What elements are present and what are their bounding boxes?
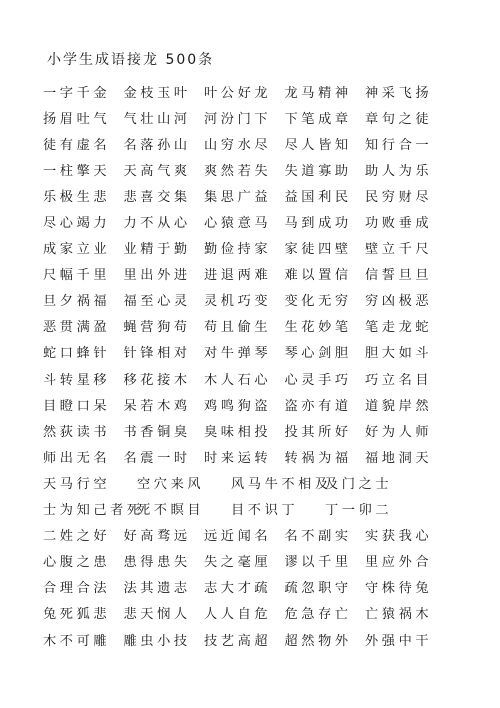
idiom-item: 叶公好龙	[204, 85, 272, 101]
idiom-item: 悲天悯人	[123, 607, 191, 623]
idiom-item: 名震一时	[123, 450, 191, 466]
idiom-row	[43, 548, 463, 574]
idiom-item: 疏忽职守	[284, 581, 352, 597]
idiom-row	[43, 600, 463, 626]
idiom-item: 木不可雕	[43, 633, 111, 649]
idiom-item: 信誓旦旦	[365, 268, 433, 284]
idiom-item: 集思广益	[204, 189, 272, 205]
idiom-row	[43, 261, 463, 287]
idiom-item: 悲喜交集	[123, 189, 191, 205]
idiom-row	[43, 339, 463, 365]
idiom-item: 乐极生悲	[43, 189, 111, 205]
idiom-item: 恶贯满盈	[43, 320, 111, 336]
idiom-item: 臭味相投	[204, 424, 272, 440]
idiom-item: 心腹之患	[43, 555, 111, 571]
idiom-item: 业精于勤	[123, 242, 191, 258]
idiom-item: 盗亦有道	[284, 398, 352, 414]
idiom-item: 法其遗志	[123, 581, 191, 597]
idiom-item: 神采飞扬	[365, 85, 433, 101]
idiom-item: 道貌岸然	[365, 398, 433, 414]
idiom-item: 时来运转	[204, 450, 272, 466]
idiom-item: 功败垂成	[365, 216, 433, 232]
idiom-item: 对牛弹琴	[204, 346, 272, 362]
idiom-row	[43, 235, 463, 261]
idiom-item: 天高气爽	[123, 163, 191, 179]
idiom-item: 里应外合	[365, 555, 433, 571]
idiom-item: 雕虫小技	[123, 633, 191, 649]
idiom-item: 琴心剑胆	[284, 346, 352, 362]
idiom-item: 心猿意马	[204, 216, 272, 232]
idiom-item: 旦夕祸福	[43, 294, 111, 310]
idiom-item: 呆若木鸡	[123, 398, 191, 414]
idiom-item: 金枝玉叶	[123, 85, 191, 101]
idiom-item: 鸡鸣狗盗	[204, 398, 272, 414]
idiom-item: 一字千金	[43, 85, 111, 101]
idiom-item: 知行合一	[365, 137, 433, 153]
idiom-item: 兔死狐悲	[43, 607, 111, 623]
idiom-item: 一柱擎天	[43, 163, 111, 179]
idiom-item: 尺幅千里	[43, 268, 111, 284]
idiom-row	[43, 130, 463, 156]
idiom-item: 蝇营狗苟	[123, 320, 191, 336]
idiom-item: 里出外进	[123, 268, 191, 284]
idiom-item: 合理合法	[43, 581, 111, 597]
idiom-item: 山穷水尽	[204, 137, 272, 153]
idiom-item: 实获我心	[365, 529, 433, 545]
idiom-item: 丁一卯二	[325, 503, 393, 519]
idiom-item: 书香铜臭	[123, 424, 191, 440]
idiom-row	[43, 417, 463, 443]
idiom-item: 龙马精神	[284, 85, 352, 101]
idiom-item: 壁立千尺	[365, 242, 433, 258]
idiom-item: 巧立名目	[365, 372, 433, 388]
idiom-item: 死不瞑目	[137, 503, 205, 519]
idiom-item: 勤俭持家	[204, 242, 272, 258]
idiom-item: 蛇口蜂针	[43, 346, 111, 362]
idiom-item: 木人石心	[204, 372, 272, 388]
idiom-item: 空穴来风	[137, 476, 205, 492]
idiom-item: 二姓之好	[43, 529, 111, 545]
idiom-item: 移花接木	[123, 372, 191, 388]
idiom-item: 扬眉吐气	[43, 111, 111, 127]
idiom-row	[43, 469, 463, 495]
idiom-row	[43, 496, 463, 522]
idiom-item: 超然物外	[284, 633, 352, 649]
idiom-item: 目不识丁	[231, 503, 299, 519]
idiom-item: 笔走龙蛇	[365, 320, 433, 336]
idiom-item: 人人自危	[204, 607, 272, 623]
idiom-item: 天马行空	[43, 476, 111, 492]
idiom-item: 远近闻名	[204, 529, 272, 545]
idiom-item: 变化无穷	[284, 294, 352, 310]
idiom-item: 益国利民	[284, 189, 352, 205]
idiom-row	[43, 391, 463, 417]
idiom-item: 斗转星移	[43, 372, 111, 388]
idiom-item: 风马牛不相及	[231, 476, 332, 492]
idiom-row	[43, 313, 463, 339]
idiom-item: 苟且偷生	[204, 320, 272, 336]
idiom-row	[43, 365, 463, 391]
idiom-item: 谬以千里	[284, 555, 352, 571]
idiom-item: 马到成功	[284, 216, 352, 232]
idiom-item: 下笔成章	[284, 111, 352, 127]
idiom-item: 尽心竭力	[43, 216, 111, 232]
idiom-item: 爽然若失	[204, 163, 272, 179]
idiom-item: 守株待兔	[365, 581, 433, 597]
idiom-row	[43, 522, 463, 548]
idiom-item: 章句之徒	[365, 111, 433, 127]
idiom-row	[43, 574, 463, 600]
idiom-item: 胆大如斗	[365, 346, 433, 362]
idiom-item: 名落孙山	[123, 137, 191, 153]
idiom-item: 外强中干	[365, 633, 433, 649]
idiom-item: 名不副实	[284, 529, 352, 545]
idiom-item: 技艺高超	[204, 633, 272, 649]
idiom-row	[43, 156, 463, 182]
idiom-item: 转祸为福	[284, 450, 352, 466]
idiom-item: 生花妙笔	[284, 320, 352, 336]
idiom-item: 患得患失	[123, 555, 191, 571]
idiom-item: 危急存亡	[284, 607, 352, 623]
idiom-item: 进退两难	[204, 268, 272, 284]
idiom-item: 河汾门下	[204, 111, 272, 127]
idiom-item: 难以置信	[284, 268, 352, 284]
idiom-item: 师出无名	[43, 450, 111, 466]
idiom-row	[43, 104, 463, 130]
idiom-item: 志大才疏	[204, 581, 272, 597]
idiom-item: 投其所好	[284, 424, 352, 440]
idiom-item: 尽人皆知	[284, 137, 352, 153]
idiom-item: 然荻读书	[43, 424, 111, 440]
idiom-item: 好为人师	[365, 424, 433, 440]
idiom-item: 心灵手巧	[284, 372, 352, 388]
idiom-item: 力不从心	[123, 216, 191, 232]
idiom-item: 失道寡助	[284, 163, 352, 179]
idiom-row	[43, 287, 463, 313]
idiom-item: 目瞪口呆	[43, 398, 111, 414]
idiom-row	[43, 78, 463, 104]
idiom-item: 穷凶极恶	[365, 294, 433, 310]
idiom-item: 福地洞天	[365, 450, 433, 466]
idiom-item: 助人为乐	[365, 163, 433, 179]
idiom-item: 气壮山河	[123, 111, 191, 127]
page-title: 小学生成语接龙 500条	[47, 52, 215, 68]
idiom-item: 及门之士	[325, 476, 393, 492]
idiom-row	[43, 443, 463, 469]
idiom-item: 徒有虚名	[43, 137, 111, 153]
idiom-item: 士为知己者死	[43, 503, 144, 519]
idiom-item: 福至心灵	[123, 294, 191, 310]
idiom-item: 亡猿祸木	[365, 607, 433, 623]
idiom-item: 民穷财尽	[365, 189, 433, 205]
idiom-row	[43, 626, 463, 652]
idiom-item: 好高骛远	[123, 529, 191, 545]
idiom-item: 针锋相对	[123, 346, 191, 362]
idiom-row	[43, 208, 463, 234]
idiom-item: 灵机巧变	[204, 294, 272, 310]
idiom-item: 成家立业	[43, 242, 111, 258]
idiom-list	[43, 78, 463, 652]
idiom-item: 失之毫厘	[204, 555, 272, 571]
idiom-row	[43, 182, 463, 208]
idiom-item: 家徒四壁	[284, 242, 352, 258]
